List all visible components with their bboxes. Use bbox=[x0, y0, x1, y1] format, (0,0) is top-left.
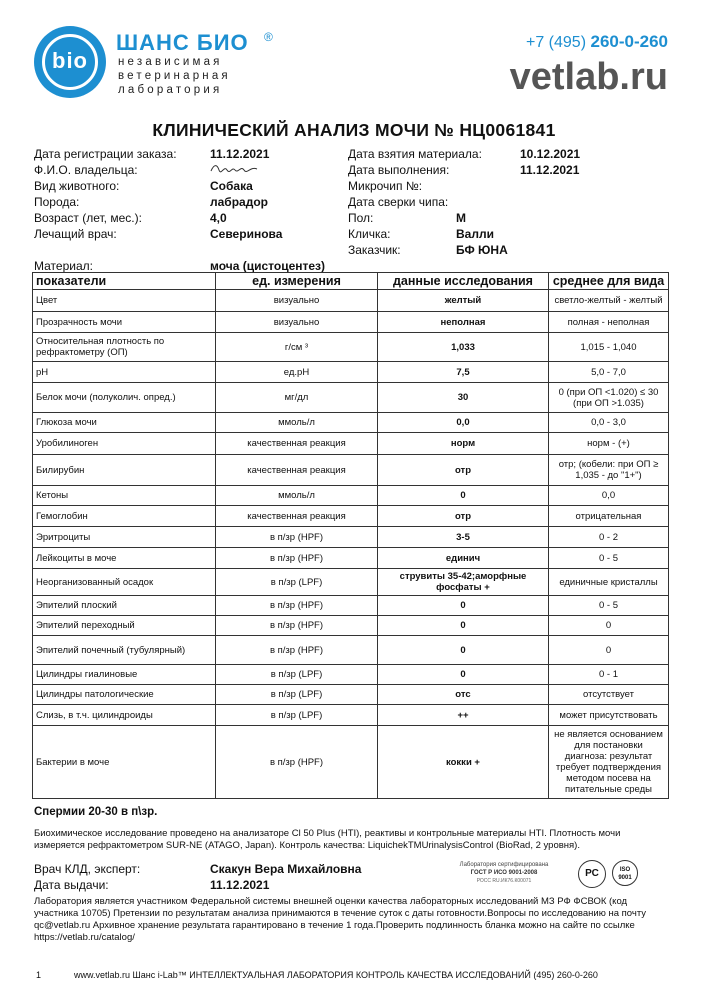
tagline-line-2: ветеринарная bbox=[118, 70, 231, 82]
table-header-row bbox=[33, 273, 669, 290]
site-name: vetlab.ru bbox=[509, 56, 668, 98]
table-row bbox=[33, 685, 669, 705]
cell-parameter: Глюкоза мочи bbox=[33, 413, 216, 433]
cell-unit: качественная реакция bbox=[216, 506, 378, 527]
cell-result: 3-5 bbox=[378, 527, 549, 548]
results-table bbox=[32, 272, 669, 799]
cell-reference: отрицательная bbox=[549, 506, 669, 527]
field-label-microchip: Микрочип №: bbox=[348, 179, 423, 193]
cell-unit: в п/зр (LPF) bbox=[216, 705, 378, 726]
field-value-age: 4,0 bbox=[210, 211, 227, 225]
footer-text: www.vetlab.ru Шанс i-Lab™ ИНТЕЛЛЕКТУАЛЬНАЯ ЛАБОРАТОРИЯ КОНТРОЛЬ КАЧЕСТВА ИССЛЕДОВАНИЙ (495) 260-0-260 bbox=[74, 970, 598, 980]
cell-parameter: Относительная плотность по рефрактометру (ОП) bbox=[33, 333, 216, 362]
cell-unit: визуально bbox=[216, 290, 378, 312]
table-row bbox=[33, 527, 669, 548]
cell-unit: качественная реакция bbox=[216, 433, 378, 455]
field-label-owner: Ф.И.О. владельца: bbox=[34, 163, 138, 177]
cell-reference: отр; (кобели: при ОП ≥ 1,035 - до "1+") bbox=[549, 455, 669, 486]
cell-reference: 0 - 2 bbox=[549, 527, 669, 548]
cell-unit: ед.pH bbox=[216, 362, 378, 383]
cell-unit: в п/зр (LPF) bbox=[216, 569, 378, 596]
cell-parameter: Эпителий почечный (тубулярный) bbox=[33, 636, 216, 665]
stamp-line-1: Лаборатория сертифицирована bbox=[459, 862, 549, 868]
field-label-breed: Порода: bbox=[34, 195, 80, 209]
field-value-registration-date: 11.12.2021 bbox=[210, 147, 270, 161]
disclaimer-text: Лаборатория является участником Федеральной системы внешней оценки качества лабораторных исследований МЗ РФ ФСВОК (код участника 10705) Претензии по результатам анализа принимаются в течение суток с даты готовности.Вопросы по исследованию на почту qc@vetlab.ru Архивное хранение результата гарантировано в течение 1 года.Проверить подлинность бланка можно на сайте по ссылке https://vetlab.ru/catalog/ bbox=[34, 896, 647, 943]
table-row bbox=[33, 433, 669, 455]
field-value-pet-name: Валли bbox=[456, 227, 494, 241]
table-row bbox=[33, 548, 669, 569]
cell-parameter: Неорганизованный осадок bbox=[33, 569, 216, 596]
field-label-registration-date: Дата регистрации заказа: bbox=[34, 147, 177, 161]
material-label: Материал: bbox=[34, 259, 93, 273]
cell-result: норм bbox=[378, 433, 549, 455]
field-label-sample-date: Дата взятия материала: bbox=[348, 147, 482, 161]
column-header-reference: среднее для вида bbox=[549, 273, 669, 290]
tagline-line-3: лаборатория bbox=[118, 84, 223, 96]
cell-result: 0 bbox=[378, 636, 549, 665]
cell-reference: 1,015 - 1,040 bbox=[549, 333, 669, 362]
table-row bbox=[33, 726, 669, 799]
cell-unit: ммоль/л bbox=[216, 486, 378, 506]
cell-reference: может присутствовать bbox=[549, 705, 669, 726]
cell-result: 0 bbox=[378, 596, 549, 616]
sperm-note: Спермии 20-30 в п\зр. bbox=[34, 806, 158, 818]
cell-result: 0 bbox=[378, 665, 549, 685]
field-value-doctor: Северинова bbox=[210, 227, 283, 241]
table-row bbox=[33, 569, 669, 596]
tagline-line-1: независимая bbox=[118, 56, 223, 68]
cell-unit: в п/зр (LPF) bbox=[216, 665, 378, 685]
cell-result: желтый bbox=[378, 290, 549, 312]
field-value-completion-date: 11.12.2021 bbox=[520, 163, 580, 177]
cell-result: единич bbox=[378, 548, 549, 569]
page-title: КЛИНИЧЕСКИЙ АНАЛИЗ МОЧИ № НЦ0061841 bbox=[152, 120, 556, 140]
cell-unit: г/см ³ bbox=[216, 333, 378, 362]
cell-parameter: Цвет bbox=[33, 290, 216, 312]
table-row bbox=[33, 455, 669, 486]
table-row bbox=[33, 636, 669, 665]
iso-certification-mark: ISO 9001 bbox=[612, 860, 638, 886]
cell-reference: 0 bbox=[549, 636, 669, 665]
cell-unit: ммоль/л bbox=[216, 413, 378, 433]
field-label-pet-name: Кличка: bbox=[348, 227, 391, 241]
cell-result: 1,033 bbox=[378, 333, 549, 362]
field-label-sex: Пол: bbox=[348, 211, 374, 225]
table-row bbox=[33, 362, 669, 383]
cell-reference: не является основанием для постановки диагноза: результат требует подтверждения методом посева на питательные среды bbox=[549, 726, 669, 799]
phone bbox=[526, 32, 668, 52]
table-row bbox=[33, 506, 669, 527]
cell-parameter: Эритроциты bbox=[33, 527, 216, 548]
cell-parameter: pH bbox=[33, 362, 216, 383]
cell-reference: 0 - 5 bbox=[549, 548, 669, 569]
field-label-customer: Заказчик: bbox=[348, 243, 401, 257]
table-row bbox=[33, 290, 669, 312]
column-header-parameter: показатели bbox=[33, 273, 216, 290]
cell-result: отр bbox=[378, 455, 549, 486]
cell-result: 0 bbox=[378, 486, 549, 506]
logo-text: bio bbox=[52, 48, 88, 73]
cell-parameter: Уробилиноген bbox=[33, 433, 216, 455]
cell-result: отр bbox=[378, 506, 549, 527]
table-row bbox=[33, 616, 669, 636]
cell-parameter: Слизь, в т.ч. цилиндроиды bbox=[33, 705, 216, 726]
cell-parameter: Белок мочи (полуколич. опред.) bbox=[33, 383, 216, 413]
stamp-line-3: РОСС RU.ИК76.К00071 bbox=[476, 878, 532, 884]
cell-reference: 0 - 5 bbox=[549, 596, 669, 616]
cell-reference: полная - неполная bbox=[549, 312, 669, 333]
cell-result: ++ bbox=[378, 705, 549, 726]
cell-reference: светло-желтый - желтый bbox=[549, 290, 669, 312]
phone-prefix: +7 (495) bbox=[525, 34, 587, 51]
column-header-result: данные исследования bbox=[378, 273, 549, 290]
brand-registered-mark: ® bbox=[264, 30, 273, 44]
table-row bbox=[33, 383, 669, 413]
field-label-species: Вид животного: bbox=[34, 179, 120, 193]
field-value-species: Собака bbox=[210, 179, 253, 193]
cell-unit: качественная реакция bbox=[216, 455, 378, 486]
method-text: Биохимическое исследование проведено на анализаторе Cl 50 Plus (HTI), реактивы и контрольные материалы HTI. Плотность мочи измеряется рефрактометром SUR-NE (ATAGO, Japan). Контроль качества: LiquichekTMUrinalysisControl (BioRad, 2 уровня). bbox=[34, 828, 621, 851]
cell-unit: в п/зр (HPF) bbox=[216, 726, 378, 799]
certification-stamp bbox=[428, 856, 658, 896]
cell-unit: в п/зр (HPF) bbox=[216, 548, 378, 569]
table-row bbox=[33, 705, 669, 726]
cell-result: струвиты 35-42;аморфные фосфаты + bbox=[378, 569, 549, 596]
cell-unit: визуально bbox=[216, 312, 378, 333]
cell-parameter: Билирубин bbox=[33, 455, 216, 486]
cell-reference: 5,0 - 7,0 bbox=[549, 362, 669, 383]
cell-reference: 0 - 1 bbox=[549, 665, 669, 685]
cell-unit: мг/дл bbox=[216, 383, 378, 413]
cell-reference: единичные кристаллы bbox=[549, 569, 669, 596]
page-number: 1 bbox=[36, 970, 42, 980]
expert-value: Скакун Вера Михайловна bbox=[210, 862, 362, 876]
table-row bbox=[33, 333, 669, 362]
cell-unit: в п/зр (LPF) bbox=[216, 685, 378, 705]
column-header-unit: ед. измерения bbox=[216, 273, 378, 290]
cell-result: 0 bbox=[378, 616, 549, 636]
cell-parameter: Бактерии в моче bbox=[33, 726, 216, 799]
cell-result: кокки + bbox=[378, 726, 549, 799]
cell-unit: в п/зр (HPF) bbox=[216, 596, 378, 616]
field-value-breed: лабрадор bbox=[210, 195, 268, 209]
cell-reference: 0,0 - 3,0 bbox=[549, 413, 669, 433]
table-row bbox=[33, 312, 669, 333]
issue-date-value: 11.12.2021 bbox=[210, 878, 270, 892]
cell-unit: в п/зр (HPF) bbox=[216, 527, 378, 548]
cell-parameter: Лейкоциты в моче bbox=[33, 548, 216, 569]
cell-parameter: Кетоны bbox=[33, 486, 216, 506]
cell-result: отс bbox=[378, 685, 549, 705]
cell-reference: отсутствует bbox=[549, 685, 669, 705]
cell-result: 30 bbox=[378, 383, 549, 413]
cell-parameter: Прозрачность мочи bbox=[33, 312, 216, 333]
stamp-line-2: ГОСТ Р ИСО 9001-2008 bbox=[470, 870, 538, 876]
cell-reference: 0 (при ОП <1.020) ≤ 30 (при ОП >1.035) bbox=[549, 383, 669, 413]
table-row bbox=[33, 665, 669, 685]
cell-result: 7,5 bbox=[378, 362, 549, 383]
cell-result: 0,0 bbox=[378, 413, 549, 433]
field-label-completion-date: Дата выполнения: bbox=[348, 163, 450, 177]
phone-number: 260-0-260 bbox=[590, 32, 668, 51]
cell-unit: в п/зр (HPF) bbox=[216, 616, 378, 636]
field-value-customer: БФ ЮНА bbox=[456, 243, 508, 257]
field-value-sample-date: 10.12.2021 bbox=[520, 147, 581, 161]
owner-handwriting-mark bbox=[210, 163, 258, 173]
cell-reference: норм - (+) bbox=[549, 433, 669, 455]
cell-unit: в п/зр (HPF) bbox=[216, 636, 378, 665]
cell-parameter: Цилиндры гиалиновые bbox=[33, 665, 216, 685]
field-label-chip-check-date: Дата сверки чипа: bbox=[348, 195, 449, 209]
table-row bbox=[33, 413, 669, 433]
table-row bbox=[33, 486, 669, 506]
expert-label: Врач КЛД, эксперт: bbox=[34, 862, 141, 876]
field-value-sex: М bbox=[456, 211, 466, 225]
cell-reference: 0 bbox=[549, 616, 669, 636]
table-row bbox=[33, 596, 669, 616]
rst-certification-mark: РС bbox=[578, 860, 606, 888]
cell-parameter: Цилиндры патологические bbox=[33, 685, 216, 705]
cell-parameter: Эпителий переходный bbox=[33, 616, 216, 636]
issue-date-label: Дата выдачи: bbox=[34, 878, 109, 892]
cell-parameter: Гемоглобин bbox=[33, 506, 216, 527]
field-label-age: Возраст (лет, мес.): bbox=[34, 211, 142, 225]
brand-name: ШАНС БИО bbox=[116, 30, 249, 55]
cell-parameter: Эпителий плоский bbox=[33, 596, 216, 616]
cell-reference: 0,0 bbox=[549, 486, 669, 506]
field-label-doctor: Лечащий врач: bbox=[34, 227, 117, 241]
material-value: моча (цистоцентез) bbox=[210, 259, 326, 273]
cell-result: неполная bbox=[378, 312, 549, 333]
